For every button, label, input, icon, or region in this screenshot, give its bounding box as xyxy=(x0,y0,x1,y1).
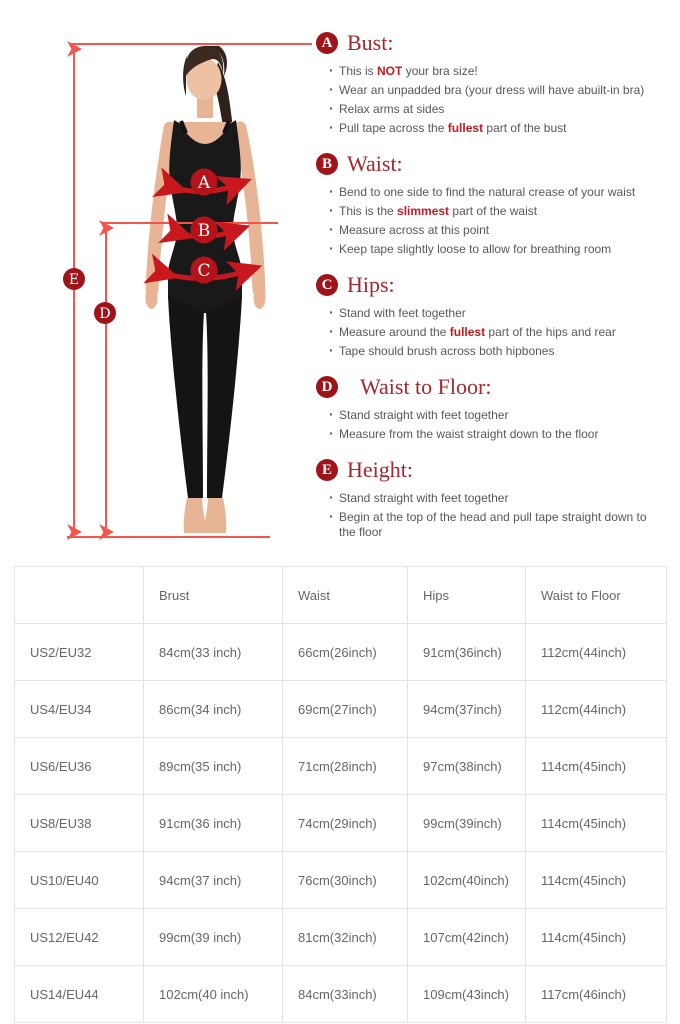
section-title: Hips: xyxy=(347,272,395,297)
guide-bullet xyxy=(328,62,658,81)
guide-bullet xyxy=(328,100,658,119)
measurement-cell: 76cm(30inch) xyxy=(283,852,408,909)
bullet-text: This is the xyxy=(339,204,398,218)
measurement-guide xyxy=(316,30,672,555)
guide-bullet xyxy=(328,202,658,221)
bullet-text: Bend to one side to find the natural crease of your waist xyxy=(339,185,636,199)
guide-bullet xyxy=(328,183,658,202)
bullet-text: Keep tape slightly loose to allow for breathing room xyxy=(339,242,612,256)
measurement-cell: 99cm(39 inch) xyxy=(144,909,283,966)
hips-marker-label: C xyxy=(197,261,211,281)
table-row xyxy=(15,909,667,966)
section-title: Waist to Floor: xyxy=(360,374,492,399)
guide-section-c xyxy=(316,272,672,361)
bullet-list xyxy=(328,406,672,444)
emphasis-text: slimmest xyxy=(397,204,450,218)
bullet-text: Measure from the waist straight down to the floor xyxy=(339,427,599,441)
column-header: Waist xyxy=(283,567,408,624)
measurement-cell: 84cm(33inch) xyxy=(283,966,408,1023)
bullet-text: Tape should brush across both hipbones xyxy=(339,344,555,358)
measurement-cell: 74cm(29inch) xyxy=(283,795,408,852)
guide-bullet xyxy=(328,240,658,259)
section-heading xyxy=(316,30,672,56)
guide-bullet xyxy=(328,81,658,100)
bullet-text: part of the hips and rear xyxy=(485,325,616,339)
size-label-cell: US14/EU44 xyxy=(15,966,144,1023)
size-label-cell: US12/EU42 xyxy=(15,909,144,966)
size-label-cell: US10/EU40 xyxy=(15,852,144,909)
bullet-text: Begin at the top of the head and pull tape straight down to the floor xyxy=(339,510,647,539)
section-title: Waist: xyxy=(347,151,403,176)
size-table-section xyxy=(14,566,666,1023)
column-header: Waist to Floor xyxy=(526,567,667,624)
table-row xyxy=(15,852,667,909)
measurement-cell: 114cm(45inch) xyxy=(526,738,667,795)
bullet-text: Relax arms at sides xyxy=(339,102,445,116)
measurement-cell: 86cm(34 inch) xyxy=(144,681,283,738)
table-row xyxy=(15,624,667,681)
bullet-text: part of the bust xyxy=(483,121,567,135)
letter-badge-b: B xyxy=(316,153,338,175)
bullet-text: Wear an unpadded bra (your dress will have abuilt-in bra) xyxy=(339,83,645,97)
waist-marker-label: B xyxy=(197,221,211,241)
bullet-text: Stand straight with feet together xyxy=(339,491,509,505)
measurement-cell: 112cm(44inch) xyxy=(526,681,667,738)
measurement-cell: 102cm(40 inch) xyxy=(144,966,283,1023)
table-row xyxy=(15,681,667,738)
table-row xyxy=(15,966,667,1023)
section-heading xyxy=(316,151,672,177)
bullet-list xyxy=(328,183,672,259)
measurement-cell: 109cm(43inch) xyxy=(408,966,526,1023)
measurement-cell: 66cm(26inch) xyxy=(283,624,408,681)
bullet-text: your bra size! xyxy=(402,64,478,78)
letter-badge-c: C xyxy=(316,274,338,296)
model-measurement-figure xyxy=(0,0,320,560)
guide-bullet xyxy=(328,406,658,425)
column-header xyxy=(15,567,144,624)
size-label-cell: US4/EU34 xyxy=(15,681,144,738)
guide-bullet xyxy=(328,342,658,361)
bullet-text: Stand straight with feet together xyxy=(339,408,509,422)
guide-section-a xyxy=(316,30,672,138)
letter-badge-e: E xyxy=(316,459,338,481)
measurement-cell: 94cm(37inch) xyxy=(408,681,526,738)
waist-to-floor-marker-label: D xyxy=(99,306,111,322)
measurement-cell: 114cm(45inch) xyxy=(526,795,667,852)
guide-bullet xyxy=(328,323,658,342)
guide-bullet xyxy=(328,304,658,323)
guide-section-b xyxy=(316,151,672,259)
model-photo xyxy=(146,46,266,533)
measurement-cell: 69cm(27inch) xyxy=(283,681,408,738)
measurement-cell: 107cm(42inch) xyxy=(408,909,526,966)
table-row xyxy=(15,738,667,795)
table-header-row xyxy=(15,567,667,624)
bullet-text: Measure across at this point xyxy=(339,223,490,237)
emphasis-text: fullest xyxy=(449,325,486,339)
size-label-cell: US2/EU32 xyxy=(15,624,144,681)
bullet-list xyxy=(328,489,672,542)
bullet-text: Stand with feet together xyxy=(339,306,466,320)
bullet-text: This is xyxy=(339,64,378,78)
table-row xyxy=(15,795,667,852)
measurement-cell: 102cm(40inch) xyxy=(408,852,526,909)
size-label-cell: US8/EU38 xyxy=(15,795,144,852)
measurement-cell: 81cm(32inch) xyxy=(283,909,408,966)
measurement-cell: 99cm(39inch) xyxy=(408,795,526,852)
section-heading xyxy=(316,457,672,483)
section-title: Bust: xyxy=(347,30,394,55)
measurement-cell: 84cm(33 inch) xyxy=(144,624,283,681)
measurement-cell: 71cm(28inch) xyxy=(283,738,408,795)
column-header: Brust xyxy=(144,567,283,624)
guide-bullet xyxy=(328,221,658,240)
measurement-cell: 114cm(45inch) xyxy=(526,909,667,966)
measurement-cell: 117cm(46inch) xyxy=(526,966,667,1023)
measurement-cell: 97cm(38inch) xyxy=(408,738,526,795)
size-label-cell: US6/EU36 xyxy=(15,738,144,795)
section-heading xyxy=(316,374,672,400)
column-header: Hips xyxy=(408,567,526,624)
measurement-cell: 94cm(37 inch) xyxy=(144,852,283,909)
emphasis-text: fullest xyxy=(447,121,484,135)
guide-bullet xyxy=(328,508,658,542)
height-marker-label: E xyxy=(68,272,80,288)
bullet-text: part of the waist xyxy=(449,204,538,218)
measurement-cell: 91cm(36 inch) xyxy=(144,795,283,852)
bullet-list xyxy=(328,304,672,361)
bullet-text: Measure around the xyxy=(339,325,450,339)
guide-bullet xyxy=(328,425,658,444)
section-title: Height: xyxy=(347,457,413,482)
measurement-cell: 91cm(36inch) xyxy=(408,624,526,681)
emphasis-text: NOT xyxy=(377,64,403,78)
bust-marker-label: A xyxy=(197,173,211,193)
measurement-cell: 114cm(45inch) xyxy=(526,852,667,909)
measurement-cell: 112cm(44inch) xyxy=(526,624,667,681)
guide-section-d xyxy=(316,374,672,444)
guide-section-e xyxy=(316,457,672,542)
guide-bullet xyxy=(328,489,658,508)
bullet-list xyxy=(328,62,672,138)
section-heading xyxy=(316,272,672,298)
measurement-cell: 89cm(35 inch) xyxy=(144,738,283,795)
size-table xyxy=(14,566,667,1023)
guide-bullet xyxy=(328,119,658,138)
bullet-text: Pull tape across the xyxy=(339,121,448,135)
letter-badge-d: D xyxy=(316,376,338,398)
letter-badge-a: A xyxy=(316,32,338,54)
